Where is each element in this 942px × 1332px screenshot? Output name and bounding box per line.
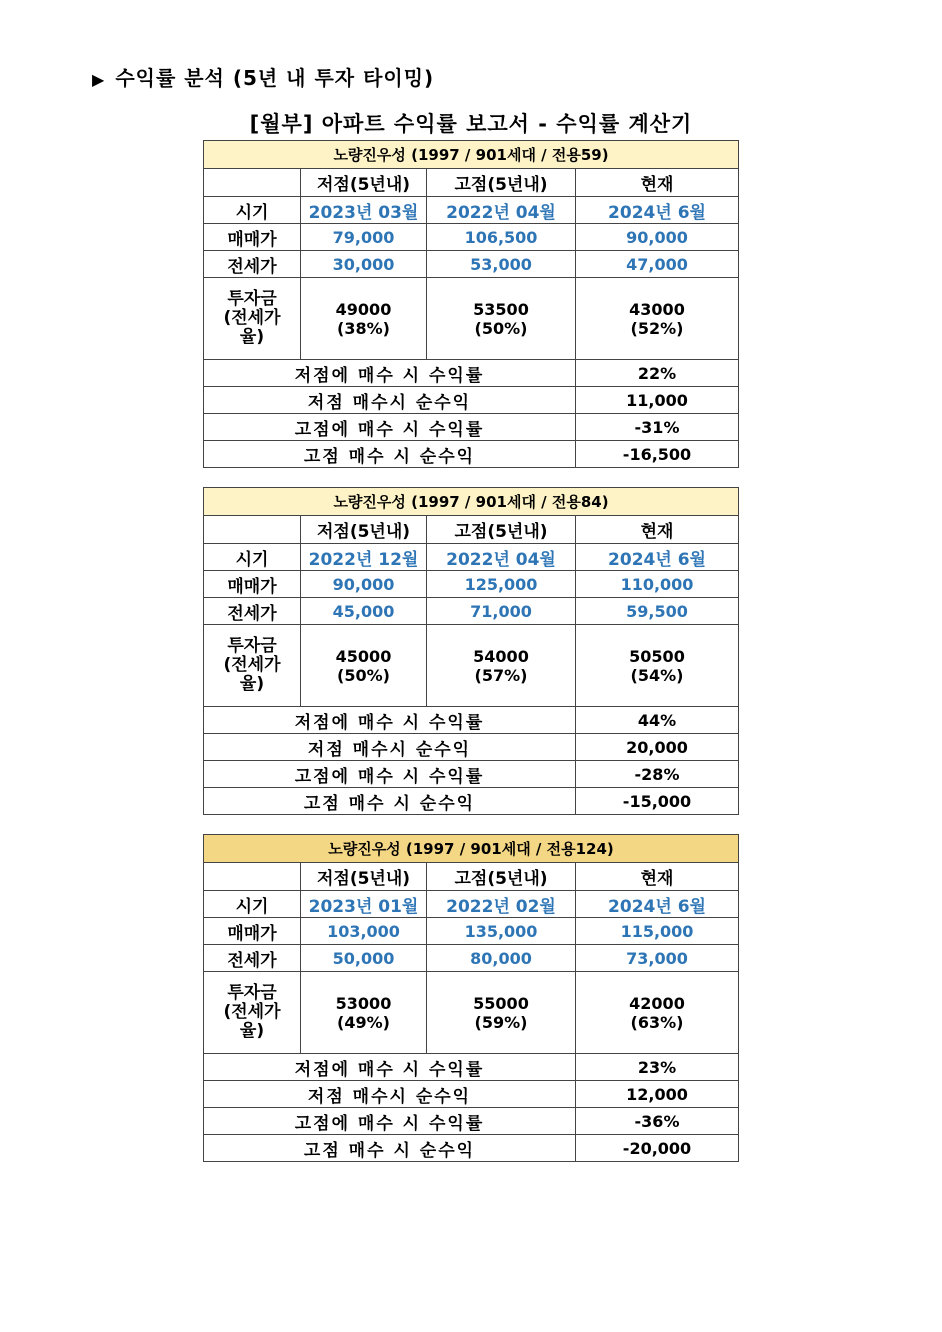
summary-label-low-rate: 저점에 매수 시 수익률 bbox=[204, 360, 576, 387]
low-investment: 45000 bbox=[335, 646, 392, 666]
summary-high-rate: -28% bbox=[576, 761, 739, 788]
summary-low-rate: 23% bbox=[576, 1054, 739, 1081]
high-jeonse-price: 80,000 bbox=[427, 945, 576, 972]
header-now: 현재 bbox=[576, 169, 739, 197]
low-period: 2023년 01월 bbox=[301, 891, 427, 918]
summary-high-rate: -31% bbox=[576, 414, 739, 441]
high-sale-price: 125,000 bbox=[427, 571, 576, 598]
now-jeonse-ratio: (63%) bbox=[630, 1012, 684, 1032]
high-jeonse-price: 71,000 bbox=[427, 598, 576, 625]
low-investment: 49000 bbox=[335, 299, 392, 319]
now-jeonse-price: 59,500 bbox=[576, 598, 739, 625]
row-label-sale: 매매가 bbox=[204, 224, 301, 251]
summary-high-profit: -20,000 bbox=[576, 1135, 739, 1162]
summary-high-profit: -16,500 bbox=[576, 441, 739, 468]
header-low: 저점(5년내) bbox=[301, 863, 427, 891]
table-caption: 노량진우성 (1997 / 901세대 / 전용59) bbox=[204, 141, 739, 169]
header-high: 고점(5년내) bbox=[427, 863, 576, 891]
now-jeonse-ratio: (54%) bbox=[630, 665, 684, 685]
low-period: 2023년 03월 bbox=[301, 197, 427, 224]
high-investment-cell bbox=[427, 625, 576, 707]
now-sale-price: 110,000 bbox=[576, 571, 739, 598]
now-investment-cell bbox=[576, 625, 739, 707]
row-label-jeonse: 전세가 bbox=[204, 598, 301, 625]
row-label-jeonse: 전세가 bbox=[204, 945, 301, 972]
now-sale-price: 115,000 bbox=[576, 918, 739, 945]
now-period: 2024년 6월 bbox=[576, 197, 739, 224]
low-period: 2022년 12월 bbox=[301, 544, 427, 571]
now-investment-cell bbox=[576, 972, 739, 1054]
table-caption: 노량진우성 (1997 / 901세대 / 전용124) bbox=[204, 835, 739, 863]
summary-low-rate: 44% bbox=[576, 707, 739, 734]
now-investment: 42000 bbox=[629, 993, 685, 1013]
low-jeonse-price: 45,000 bbox=[301, 598, 427, 625]
low-sale-price: 103,000 bbox=[301, 918, 427, 945]
header-low: 저점(5년내) bbox=[301, 169, 427, 197]
low-jeonse-ratio: (49%) bbox=[337, 1012, 390, 1032]
table-caption: 노량진우성 (1997 / 901세대 / 전용84) bbox=[204, 488, 739, 516]
now-jeonse-price: 47,000 bbox=[576, 251, 739, 278]
high-investment: 55000 bbox=[473, 993, 529, 1013]
section-heading-text: 수익률 분석 (5년 내 투자 타이밍) bbox=[115, 66, 435, 90]
section-heading bbox=[92, 62, 434, 91]
row-label-investment bbox=[204, 625, 301, 707]
low-sale-price: 90,000 bbox=[301, 571, 427, 598]
row-label-investment bbox=[204, 972, 301, 1054]
low-sale-price: 79,000 bbox=[301, 224, 427, 251]
row-label-jeonse: 전세가 bbox=[204, 251, 301, 278]
investment-label-line3: 율) bbox=[239, 327, 265, 347]
now-period: 2024년 6월 bbox=[576, 891, 739, 918]
low-investment-cell bbox=[301, 625, 427, 707]
return-table bbox=[203, 487, 739, 815]
now-jeonse-ratio: (52%) bbox=[630, 318, 684, 338]
low-jeonse-ratio: (38%) bbox=[337, 318, 390, 338]
investment-label-line2: (전세가 bbox=[223, 308, 281, 328]
high-period: 2022년 04월 bbox=[427, 544, 576, 571]
summary-low-profit: 11,000 bbox=[576, 387, 739, 414]
investment-label-line2: (전세가 bbox=[223, 655, 281, 675]
row-label-period: 시기 bbox=[204, 891, 301, 918]
investment-label-line1: 투자금 bbox=[227, 289, 277, 309]
high-jeonse-ratio: (59%) bbox=[474, 1012, 528, 1032]
header-blank-cell bbox=[204, 516, 301, 544]
summary-label-low-profit: 저점 매수시 순수익 bbox=[204, 1081, 576, 1108]
summary-low-rate: 22% bbox=[576, 360, 739, 387]
summary-label-low-profit: 저점 매수시 순수익 bbox=[204, 734, 576, 761]
header-blank-cell bbox=[204, 169, 301, 197]
low-jeonse-ratio: (50%) bbox=[337, 665, 390, 685]
now-sale-price: 90,000 bbox=[576, 224, 739, 251]
summary-high-rate: -36% bbox=[576, 1108, 739, 1135]
summary-label-low-profit: 저점 매수시 순수익 bbox=[204, 387, 576, 414]
summary-high-profit: -15,000 bbox=[576, 788, 739, 815]
now-investment-cell bbox=[576, 278, 739, 360]
high-sale-price: 135,000 bbox=[427, 918, 576, 945]
row-label-sale: 매매가 bbox=[204, 918, 301, 945]
high-investment: 54000 bbox=[473, 646, 529, 666]
high-period: 2022년 02월 bbox=[427, 891, 576, 918]
low-investment: 53000 bbox=[335, 993, 392, 1013]
row-label-period: 시기 bbox=[204, 197, 301, 224]
report-title: [월부] 아파트 수익률 보고서 - 수익률 계산기 bbox=[249, 112, 693, 136]
summary-label-high-profit: 고점 매수 시 순수익 bbox=[204, 441, 576, 468]
header-high: 고점(5년내) bbox=[427, 169, 576, 197]
high-jeonse-ratio: (50%) bbox=[474, 318, 528, 338]
summary-label-high-rate: 고점에 매수 시 수익률 bbox=[204, 761, 576, 788]
now-jeonse-price: 73,000 bbox=[576, 945, 739, 972]
summary-label-low-rate: 저점에 매수 시 수익률 bbox=[204, 1054, 576, 1081]
investment-label-line1: 투자금 bbox=[227, 636, 277, 656]
header-low: 저점(5년내) bbox=[301, 516, 427, 544]
row-label-investment bbox=[204, 278, 301, 360]
triangle-bullet-icon: ▶ bbox=[92, 70, 106, 89]
now-period: 2024년 6월 bbox=[576, 544, 739, 571]
investment-label-line2: (전세가 bbox=[223, 1002, 281, 1022]
header-now: 현재 bbox=[576, 863, 739, 891]
high-investment-cell bbox=[427, 972, 576, 1054]
low-jeonse-price: 50,000 bbox=[301, 945, 427, 972]
investment-label-line1: 투자금 bbox=[227, 983, 277, 1003]
high-investment-cell bbox=[427, 278, 576, 360]
high-jeonse-price: 53,000 bbox=[427, 251, 576, 278]
now-investment: 43000 bbox=[629, 299, 685, 319]
now-investment: 50500 bbox=[629, 646, 685, 666]
row-label-period: 시기 bbox=[204, 544, 301, 571]
high-period: 2022년 04월 bbox=[427, 197, 576, 224]
summary-label-high-rate: 고점에 매수 시 수익률 bbox=[204, 1108, 576, 1135]
investment-label-line3: 율) bbox=[239, 1021, 265, 1041]
return-table bbox=[203, 140, 739, 468]
low-investment-cell bbox=[301, 972, 427, 1054]
header-blank-cell bbox=[204, 863, 301, 891]
summary-label-high-profit: 고점 매수 시 순수익 bbox=[204, 788, 576, 815]
summary-low-profit: 12,000 bbox=[576, 1081, 739, 1108]
summary-label-high-profit: 고점 매수 시 순수익 bbox=[204, 1135, 576, 1162]
high-jeonse-ratio: (57%) bbox=[474, 665, 528, 685]
row-label-sale: 매매가 bbox=[204, 571, 301, 598]
header-high: 고점(5년내) bbox=[427, 516, 576, 544]
header-now: 현재 bbox=[576, 516, 739, 544]
summary-label-high-rate: 고점에 매수 시 수익률 bbox=[204, 414, 576, 441]
investment-label-line3: 율) bbox=[239, 674, 265, 694]
return-table bbox=[203, 834, 739, 1162]
high-investment: 53500 bbox=[473, 299, 529, 319]
low-investment-cell bbox=[301, 278, 427, 360]
summary-low-profit: 20,000 bbox=[576, 734, 739, 761]
summary-label-low-rate: 저점에 매수 시 수익률 bbox=[204, 707, 576, 734]
low-jeonse-price: 30,000 bbox=[301, 251, 427, 278]
high-sale-price: 106,500 bbox=[427, 224, 576, 251]
